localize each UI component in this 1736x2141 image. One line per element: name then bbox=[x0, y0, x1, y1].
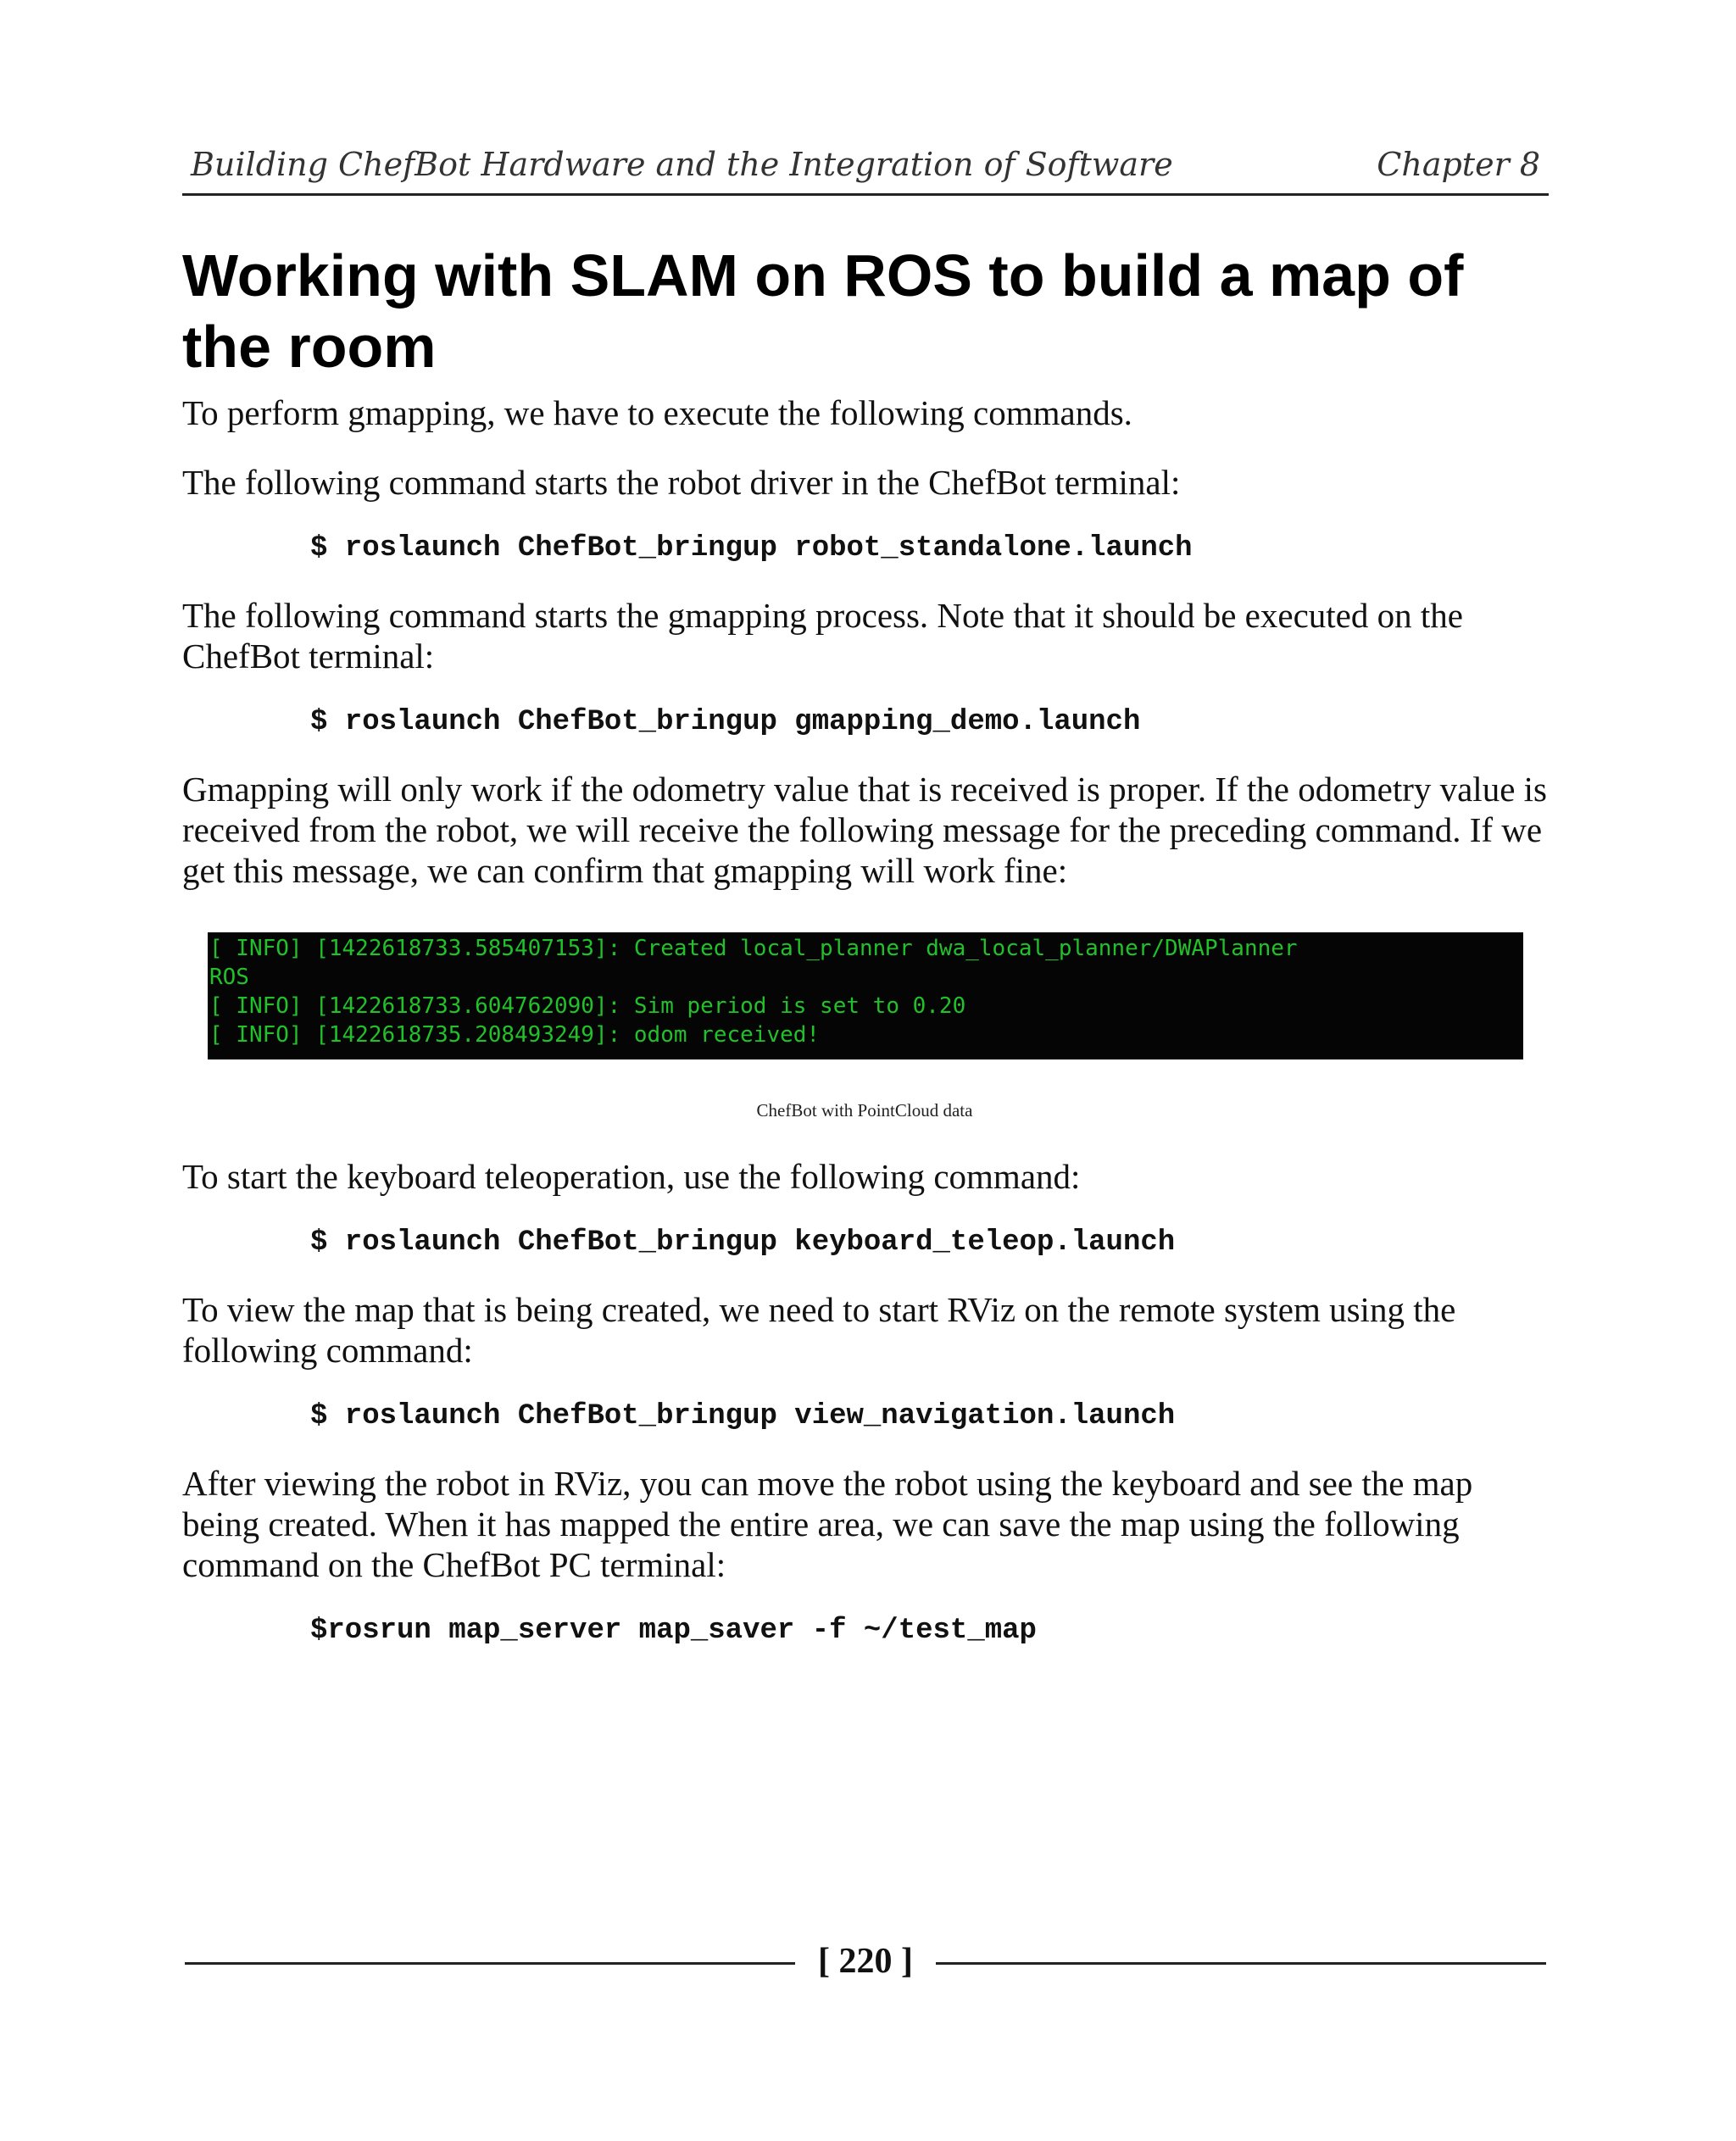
paragraph-save-map: After viewing the robot in RViz, you can move the robot using the keyboard and see the map being created. When it has mapped the entire area, we can save the map using the following command on the ChefBot PC terminal: bbox=[182, 1464, 1473, 1584]
paragraph-odometry: Gmapping will only work if the odometry value that is received is proper. If the odometry value is received from the robot, we will receive the following message for the preceding command. If we get this message, we can confirm that gmapping will work fine: bbox=[182, 770, 1547, 890]
code-map-saver: $rosrun map_server map_saver -f ~/test_map bbox=[310, 1615, 1037, 1647]
terminal-screenshot bbox=[208, 932, 1523, 1059]
page-footer bbox=[185, 1938, 1546, 1988]
code-robot-standalone: $ roslaunch ChefBot_bringup robot_standalone.launch bbox=[310, 532, 1193, 564]
page-number: [ 220 ] bbox=[818, 1942, 913, 1981]
footer-rule-right bbox=[936, 1962, 1546, 1965]
code-view-navigation: $ roslaunch ChefBot_bringup view_navigation.launch bbox=[310, 1400, 1176, 1432]
figure-caption: ChefBot with PointCloud data bbox=[756, 1100, 973, 1121]
paragraph-robot-driver: The following command starts the robot driver in the ChefBot terminal: bbox=[182, 463, 1181, 502]
terminal-line: [ INFO] [1422618733.604762090]: Sim period is set to 0.20 bbox=[209, 993, 966, 1019]
running-head-title: Building ChefBot Hardware and the Integration of Software bbox=[191, 146, 1173, 183]
paragraph-keyboard-teleop: To start the keyboard teleoperation, use the following command: bbox=[182, 1157, 1081, 1196]
paragraph-gmapping-process: The following command starts the gmapping process. Note that it should be executed on the ChefBot terminal: bbox=[182, 596, 1463, 676]
terminal-line: [ INFO] [1422618733.585407153]: Created local_planner dwa_local_planner/DWAPlanner bbox=[209, 936, 1298, 961]
running-head-chapter: Chapter 8 bbox=[1377, 146, 1540, 183]
terminal-line: ROS bbox=[209, 965, 249, 990]
paragraph-view-map: To view the map that is being created, we need to start RViz on the remote system using the following command: bbox=[182, 1290, 1456, 1370]
code-gmapping-demo: $ roslaunch ChefBot_bringup gmapping_demo.launch bbox=[310, 706, 1141, 738]
terminal-line: [ INFO] [1422618735.208493249]: odom received! bbox=[209, 1022, 821, 1048]
code-keyboard-teleop: $ roslaunch ChefBot_bringup keyboard_teleop.launch bbox=[310, 1226, 1176, 1259]
running-head bbox=[182, 142, 1549, 196]
section-heading: Working with SLAM on ROS to build a map of the room bbox=[182, 242, 1464, 380]
paragraph-intro: To perform gmapping, we have to execute the following commands. bbox=[182, 393, 1132, 432]
